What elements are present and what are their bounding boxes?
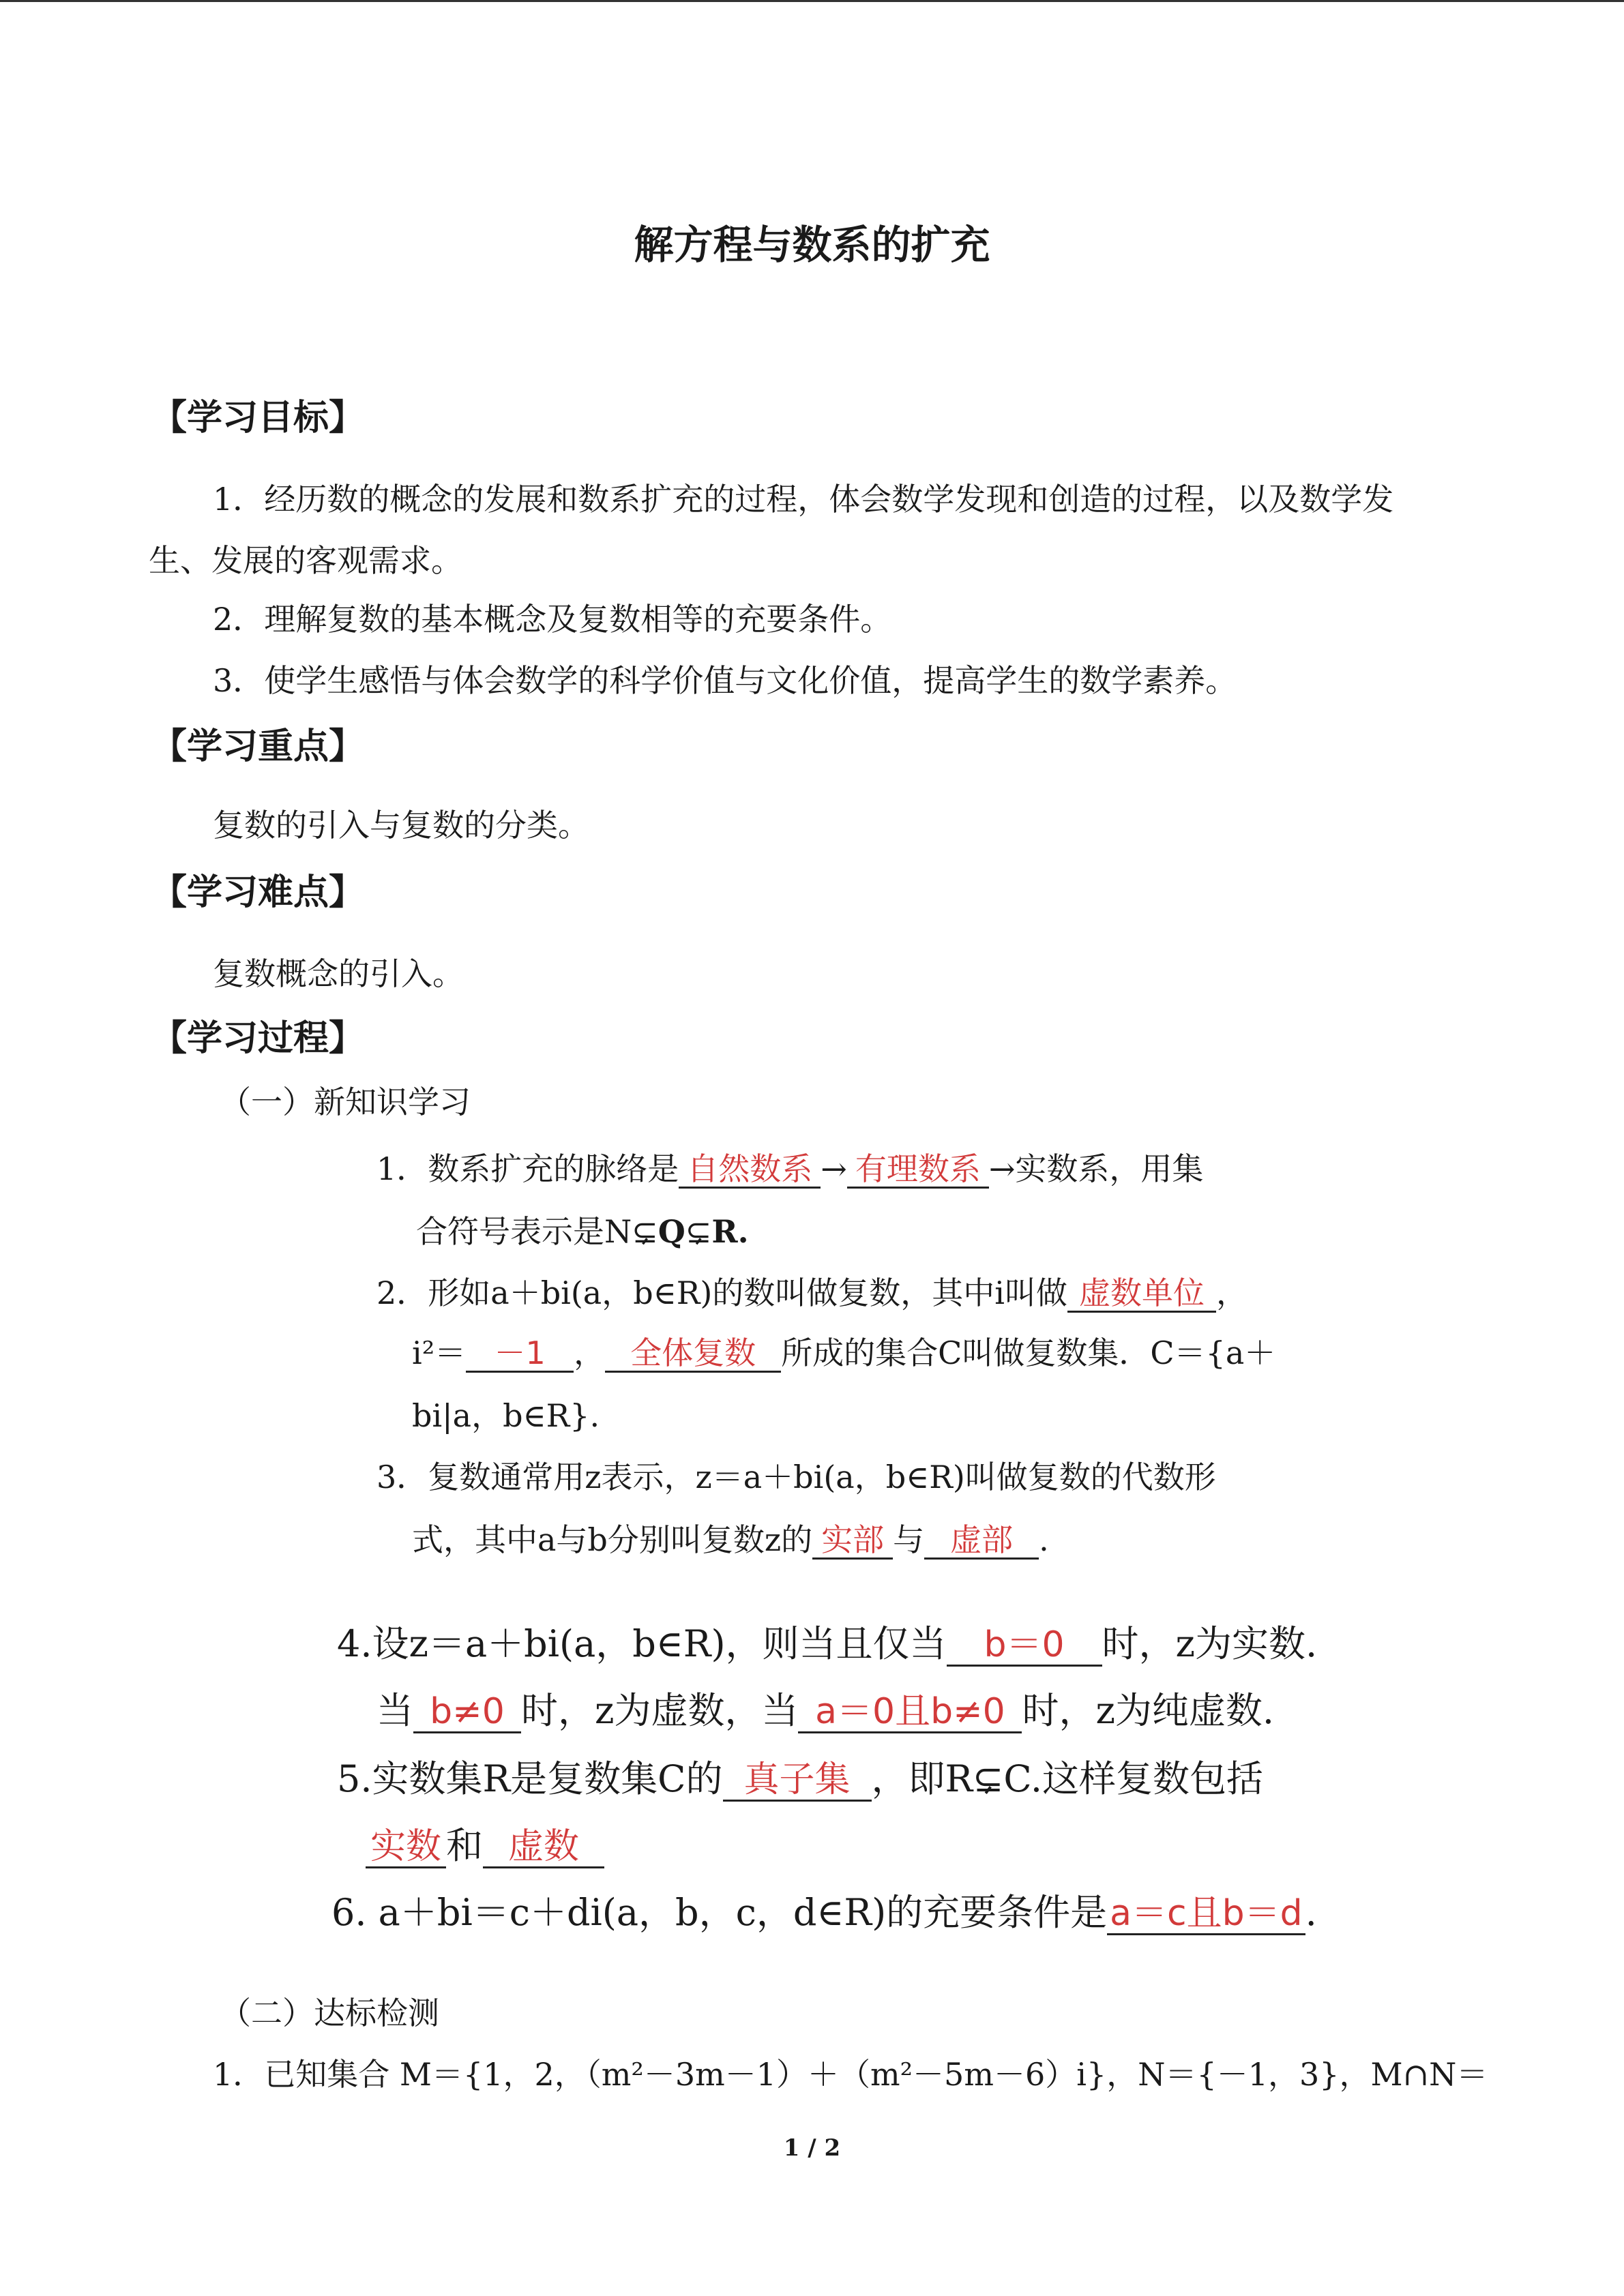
answer-blank: b＝0 — [947, 1626, 1102, 1667]
note-4-line-1: 4.设z＝a＋bi(a，b∈R)，则当且仅当 b＝0 时，z为实数. — [337, 1615, 1317, 1667]
answer-blank: 全体复数 — [605, 1336, 781, 1373]
note-4-line-2: 当 b≠0 时，z为虚数，当 a＝0且b≠0 时，z为纯虚数. — [377, 1682, 1274, 1734]
objective-2: 2．理解复数的基本概念及复数相等的充要条件。 — [213, 601, 892, 638]
page-number: 1 / 2 — [783, 2134, 841, 2162]
objective-1-line-1: 1．经历数的概念的发展和数系扩充的过程，体会数学发现和创造的过程，以及数学发 — [213, 481, 1394, 518]
objective-1-line-2: 生、发展的客观需求。 — [149, 542, 462, 579]
process-heading: 【学习过程】 — [151, 1017, 365, 1059]
page-top-border — [0, 0, 1624, 2]
objectives-heading: 【学习目标】 — [151, 397, 365, 438]
key-points-heading: 【学习重点】 — [151, 726, 365, 767]
answer-blank: 实数 — [366, 1828, 446, 1868]
note-2-line-3: bi|a，b∈R}. — [412, 1397, 600, 1434]
answer-blank: 虚部 — [924, 1523, 1039, 1560]
answer-blank: 自然数系 — [679, 1152, 821, 1189]
part-1-heading: （一）新知识学习 — [220, 1084, 471, 1120]
answer-blank: 真子集 — [723, 1761, 872, 1802]
note-5-line-2: 实数 和 虚数 — [366, 1817, 604, 1869]
note-2-line-2: i²＝ －1 ， 全体复数 所成的集合C叫做复数集．C＝{a＋ — [412, 1335, 1276, 1371]
note-6: 6. a＋bi＝c＋di(a，b，c，d∈R)的充要条件是a＝c且b＝d. — [331, 1883, 1317, 1936]
note-2-line-1: 2．形如a＋bi(a，b∈R)的数叫做复数，其中i叫做 虚数单位 ， — [377, 1274, 1248, 1311]
answer-blank: 虚数 — [483, 1828, 604, 1868]
key-points-text: 复数的引入与复数的分类。 — [213, 807, 589, 844]
note-1-line-2: 合符号表示是N⊊Q⊊R. — [416, 1213, 749, 1250]
note-1-line-1: 1．数系扩充的脉络是 自然数系 → 有理数系 →实数系，用集 — [377, 1150, 1204, 1187]
answer-blank: a＝c且b＝d — [1107, 1894, 1305, 1935]
page-title: 解方程与数系的扩充 — [634, 222, 990, 268]
answer-blank: 虚数单位 — [1067, 1276, 1216, 1313]
answer-blank: b≠0 — [413, 1693, 521, 1733]
difficulties-text: 复数概念的引入。 — [213, 955, 464, 992]
exercise-1: 1．已知集合 M＝{1，2，（m²－3m－1）＋（m²－5m－6）i}，N＝{－1，3}，M∩N＝ — [213, 2056, 1488, 2093]
answer-blank: 实部 — [812, 1523, 893, 1560]
objective-3: 3．使学生感悟与体会数学的科学价值与文化价值，提高学生的数学素养。 — [213, 662, 1237, 699]
answer-blank: －1 — [466, 1336, 574, 1373]
note-5-line-1: 5.实数集R是复数集C的 真子集 ，即R⊊C.这样复数包括 — [337, 1750, 1263, 1802]
answer-blank: 有理数系 — [847, 1152, 989, 1189]
note-3-line-1: 3．复数通常用z表示，z＝a＋bi(a，b∈R)叫做复数的代数形 — [377, 1459, 1216, 1495]
note-3-line-2: 式，其中a与b分别叫复数z的 实部 与 虚部 . — [412, 1521, 1049, 1558]
part-2-heading: （二）达标检测 — [220, 1995, 439, 2031]
difficulties-heading: 【学习难点】 — [151, 871, 365, 913]
answer-blank: a＝0且b≠0 — [798, 1693, 1022, 1733]
